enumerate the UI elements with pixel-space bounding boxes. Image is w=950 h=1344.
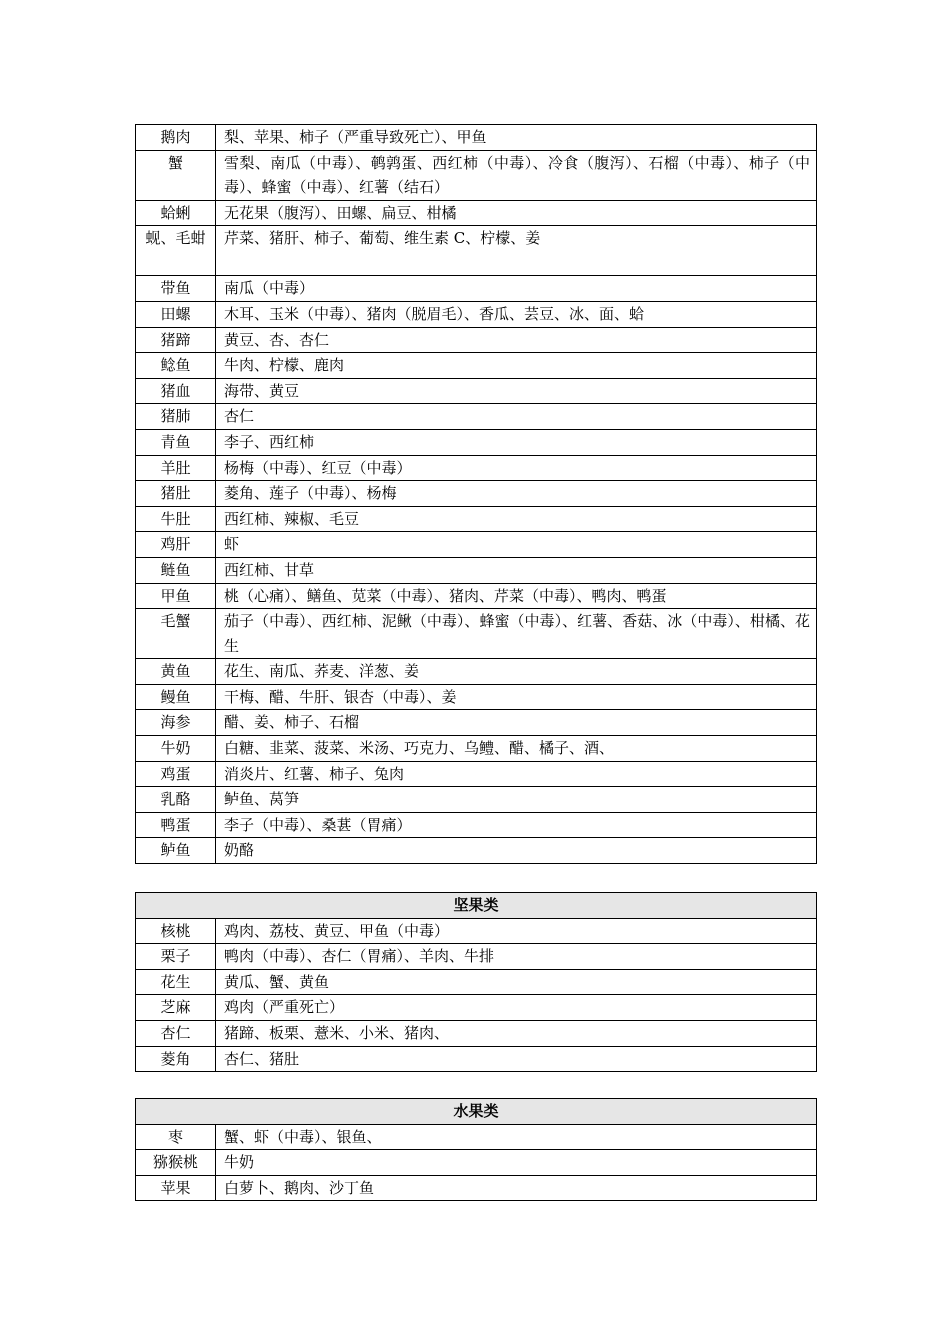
table-row xyxy=(136,995,817,1021)
section-header-row xyxy=(136,893,817,919)
meat-seafood-table xyxy=(135,124,817,864)
table-row xyxy=(136,455,817,481)
food-name: 鸡蛋 xyxy=(136,761,216,787)
food-name: 蛤蜊 xyxy=(136,200,216,226)
food-name: 鸭蛋 xyxy=(136,812,216,838)
table-row xyxy=(136,506,817,532)
incompatible-foods: 李子、西红柿 xyxy=(216,429,817,455)
food-name: 栗子 xyxy=(136,944,216,970)
table-row xyxy=(136,918,817,944)
section-title: 水果类 xyxy=(136,1099,817,1125)
table-row xyxy=(136,404,817,430)
incompatible-foods: 鸭肉（中毒）、杏仁（胃痛）、羊肉、牛排 xyxy=(216,944,817,970)
table-row xyxy=(136,378,817,404)
table-row xyxy=(136,301,817,327)
incompatible-foods: 猪蹄、板栗、薏米、小米、猪肉、 xyxy=(216,1020,817,1046)
food-name: 黄鱼 xyxy=(136,659,216,685)
food-name: 鲢鱼 xyxy=(136,557,216,583)
table-row xyxy=(136,1046,817,1072)
table-row xyxy=(136,557,817,583)
food-name: 海参 xyxy=(136,710,216,736)
incompatible-foods: 雪梨、南瓜（中毒）、鹌鹑蛋、西红柿（中毒）、冷食（腹泻）、石榴（中毒）、柿子（中毒）、蜂蜜（中毒）、红薯（结石） xyxy=(216,150,817,200)
food-name: 芝麻 xyxy=(136,995,216,1021)
food-name: 猪蹄 xyxy=(136,327,216,353)
table-row xyxy=(136,532,817,558)
food-name: 青鱼 xyxy=(136,429,216,455)
table-row xyxy=(136,944,817,970)
food-name: 枣 xyxy=(136,1124,216,1150)
table-row xyxy=(136,812,817,838)
incompatible-foods: 菱角、莲子（中毒）、杨梅 xyxy=(216,481,817,507)
table-row xyxy=(136,1150,817,1176)
food-name: 鲶鱼 xyxy=(136,353,216,379)
food-name: 鸡肝 xyxy=(136,532,216,558)
food-name: 鹅肉 xyxy=(136,125,216,151)
food-name: 菱角 xyxy=(136,1046,216,1072)
food-name: 核桃 xyxy=(136,918,216,944)
incompatible-foods: 西红柿、甘草 xyxy=(216,557,817,583)
incompatible-foods: 消炎片、红薯、柿子、兔肉 xyxy=(216,761,817,787)
incompatible-foods: 牛奶 xyxy=(216,1150,817,1176)
incompatible-foods: 鸡肉（严重死亡） xyxy=(216,995,817,1021)
food-name: 田螺 xyxy=(136,301,216,327)
food-name: 毛蟹 xyxy=(136,609,216,659)
food-name: 牛奶 xyxy=(136,736,216,762)
food-name: 羊肚 xyxy=(136,455,216,481)
incompatible-foods: 黄瓜、蟹、黄鱼 xyxy=(216,969,817,995)
food-name: 鲈鱼 xyxy=(136,838,216,864)
food-name: 猪肺 xyxy=(136,404,216,430)
table-row xyxy=(136,429,817,455)
incompatible-foods: 芹菜、猪肝、柿子、葡萄、维生素 C、柠檬、姜 xyxy=(216,226,817,276)
incompatible-foods: 干梅、醋、牛肝、银杏（中毒）、姜 xyxy=(216,684,817,710)
food-name: 甲鱼 xyxy=(136,583,216,609)
table-row xyxy=(136,969,817,995)
section-title: 坚果类 xyxy=(136,893,817,919)
incompatible-foods: 梨、苹果、柿子（严重导致死亡）、甲鱼 xyxy=(216,125,817,151)
food-name: 猪肚 xyxy=(136,481,216,507)
table-row xyxy=(136,1175,817,1201)
incompatible-foods: 奶酪 xyxy=(216,838,817,864)
incompatible-foods: 牛肉、柠檬、鹿肉 xyxy=(216,353,817,379)
table-row xyxy=(136,150,817,200)
incompatible-foods: 木耳、玉米（中毒）、猪肉（脱眉毛）、香瓜、芸豆、冰、面、蛤 xyxy=(216,301,817,327)
table-row xyxy=(136,1124,817,1150)
table-row xyxy=(136,200,817,226)
food-name: 鳗鱼 xyxy=(136,684,216,710)
incompatible-foods: 白糖、韭菜、菠菜、米汤、巧克力、乌鳢、醋、橘子、酒、 xyxy=(216,736,817,762)
food-name: 牛肚 xyxy=(136,506,216,532)
incompatible-foods: 鸡肉、荔枝、黄豆、甲鱼（中毒） xyxy=(216,918,817,944)
fruits-table xyxy=(135,1098,817,1201)
table-row xyxy=(136,710,817,736)
table-row xyxy=(136,1020,817,1046)
incompatible-foods: 黄豆、杏、杏仁 xyxy=(216,327,817,353)
food-name: 猪血 xyxy=(136,378,216,404)
incompatible-foods: 鲈鱼、莴笋 xyxy=(216,787,817,813)
table-row xyxy=(136,583,817,609)
incompatible-foods: 花生、南瓜、荞麦、洋葱、姜 xyxy=(216,659,817,685)
incompatible-foods: 杏仁、猪肚 xyxy=(216,1046,817,1072)
table-row xyxy=(136,226,817,276)
incompatible-foods: 西红柿、辣椒、毛豆 xyxy=(216,506,817,532)
nuts-table xyxy=(135,892,817,1072)
incompatible-foods: 杏仁 xyxy=(216,404,817,430)
food-name: 乳酪 xyxy=(136,787,216,813)
incompatible-foods: 虾 xyxy=(216,532,817,558)
table-row xyxy=(136,481,817,507)
table-row xyxy=(136,609,817,659)
food-name: 猕猴桃 xyxy=(136,1150,216,1176)
incompatible-foods: 蟹、虾（中毒）、银鱼、 xyxy=(216,1124,817,1150)
food-name: 花生 xyxy=(136,969,216,995)
incompatible-foods: 桃（心痛）、鳝鱼、苋菜（中毒）、猪肉、芹菜（中毒）、鸭肉、鸭蛋 xyxy=(216,583,817,609)
food-name: 蚬、毛蚶 xyxy=(136,226,216,276)
incompatible-foods: 海带、黄豆 xyxy=(216,378,817,404)
table-row xyxy=(136,838,817,864)
food-name: 杏仁 xyxy=(136,1020,216,1046)
incompatible-foods: 无花果（腹泻）、田螺、扁豆、柑橘 xyxy=(216,200,817,226)
food-name: 蟹 xyxy=(136,150,216,200)
incompatible-foods: 白萝卜、鹅肉、沙丁鱼 xyxy=(216,1175,817,1201)
table-row xyxy=(136,787,817,813)
table-row xyxy=(136,125,817,151)
incompatible-foods: 茄子（中毒）、西红柿、泥鳅（中毒）、蜂蜜（中毒）、红薯、香菇、冰（中毒）、柑橘、花生 xyxy=(216,609,817,659)
table-row xyxy=(136,276,817,302)
incompatible-foods: 醋、姜、柿子、石榴 xyxy=(216,710,817,736)
incompatible-foods: 李子（中毒）、桑葚（胃痛） xyxy=(216,812,817,838)
table-row xyxy=(136,353,817,379)
incompatible-foods: 杨梅（中毒）、红豆（中毒） xyxy=(216,455,817,481)
table-row xyxy=(136,684,817,710)
table-row xyxy=(136,659,817,685)
table-row xyxy=(136,761,817,787)
incompatible-foods: 南瓜（中毒） xyxy=(216,276,817,302)
food-name: 苹果 xyxy=(136,1175,216,1201)
table-row xyxy=(136,327,817,353)
food-name: 带鱼 xyxy=(136,276,216,302)
section-header-row xyxy=(136,1099,817,1125)
table-row xyxy=(136,736,817,762)
